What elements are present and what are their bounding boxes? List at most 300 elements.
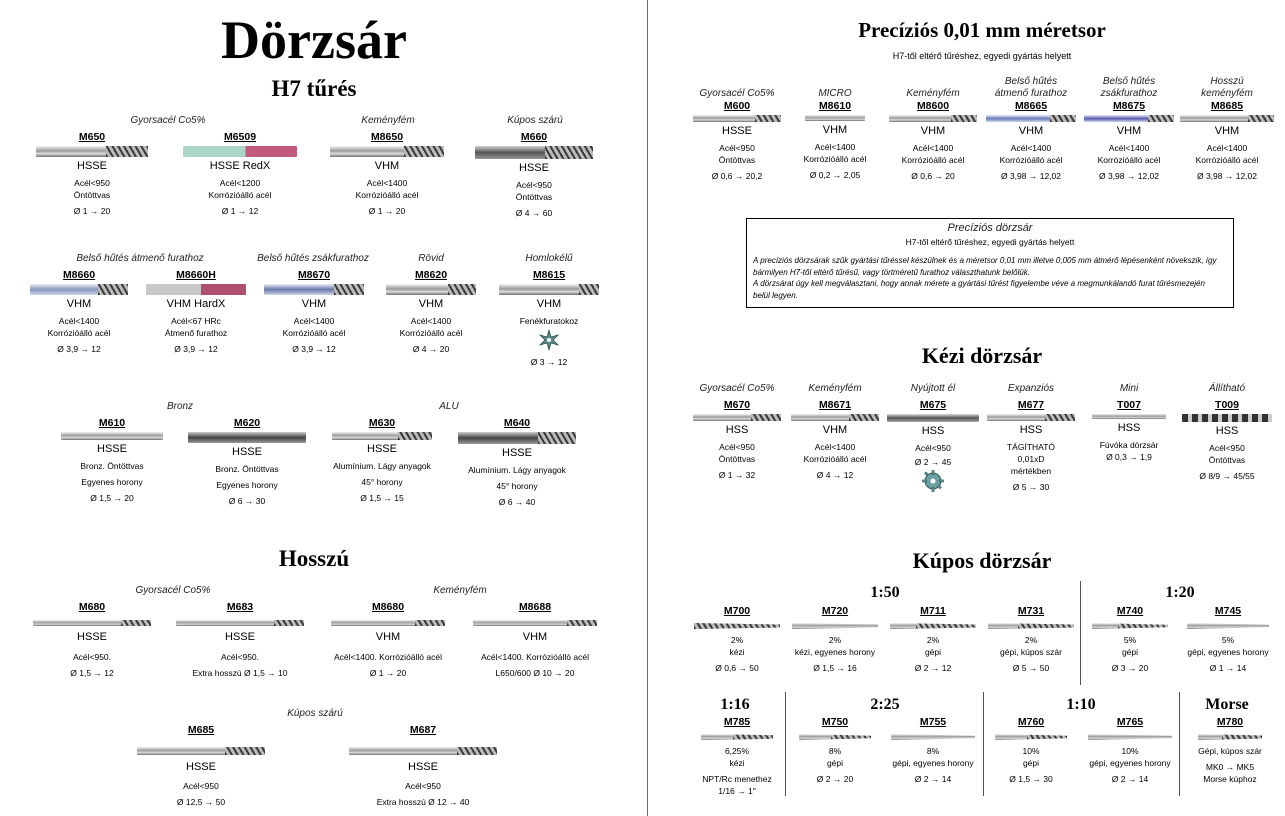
diameter-range: L650/600 Ø 10 → 20 xyxy=(495,668,575,678)
reamer-image xyxy=(473,620,597,626)
product-code[interactable]: M765 xyxy=(1116,716,1144,728)
reamer-image xyxy=(805,115,865,121)
material: HSSE xyxy=(77,631,107,643)
description: Acél<950 xyxy=(1209,443,1245,453)
reamer-image xyxy=(330,146,444,157)
reamer-image xyxy=(891,734,975,740)
description: Acél<1200 xyxy=(219,178,261,188)
product-code[interactable]: M640 xyxy=(503,417,531,429)
category-label: átmenő furathoz xyxy=(994,88,1068,99)
reamer-image xyxy=(792,623,878,629)
diameter-range: Ø 3,98 → 12,02 xyxy=(1196,171,1257,181)
diameter-range: Ø 5 → 50 xyxy=(1012,663,1050,673)
description: Öntöttvas xyxy=(718,454,756,464)
material: VHM xyxy=(536,298,562,310)
material: VHM xyxy=(418,298,444,310)
reamer-image xyxy=(995,734,1067,740)
reamer-image xyxy=(693,414,781,421)
reamer-image xyxy=(499,284,599,295)
description: Korrózióálló acél xyxy=(282,328,346,338)
description: Acél<1400 xyxy=(1010,143,1052,153)
product-code[interactable]: M8600 xyxy=(916,100,950,112)
material: VHM xyxy=(66,298,92,310)
category-label: Belső hűtés xyxy=(1102,76,1156,87)
category-label: Kúpos szárú xyxy=(287,708,343,719)
description: Acél<950 xyxy=(719,143,755,153)
description: gépi xyxy=(1121,647,1139,657)
h7-heading: H7 tűrés xyxy=(271,76,357,101)
section-divider xyxy=(1080,581,1081,685)
product-code[interactable]: M8670 xyxy=(297,269,331,281)
description: Korrózióálló acél xyxy=(901,155,965,165)
category-label: Gyorsacél Co5% xyxy=(699,88,775,99)
description: Egyenes horony xyxy=(216,480,278,490)
product-card-m610[interactable] xyxy=(53,417,171,504)
material: VHM xyxy=(1116,125,1142,137)
product-card-m780[interactable] xyxy=(1186,716,1274,785)
category-label: zsákfurathoz xyxy=(1100,88,1158,99)
product-code[interactable]: M8610 xyxy=(818,100,852,112)
product-card-m8680[interactable] xyxy=(322,601,454,679)
reamer-image xyxy=(1092,623,1168,629)
diameter-range: Ø 2 → 20 xyxy=(816,774,854,784)
precision-heading: Precíziós 0,01 mm méretsor xyxy=(858,18,1106,42)
reamer-image xyxy=(1088,734,1172,740)
description: Acél<1400. Korrózióálló acél xyxy=(334,652,442,662)
product-code[interactable]: M8620 xyxy=(414,269,448,281)
description: 45° horony xyxy=(361,477,403,487)
info-paragraph: A precíziós dörzsárak szűk gyártási tűréssel készülnek és a méretsor 0,01 mm illetve 0,005 mm átmérő lépésenként növekszik, így bármilyen H7-től eltérő tűrésű, vagy törtméretű furathoz választhatunk belőlük. xyxy=(753,256,1217,277)
description: 2% xyxy=(828,635,842,645)
precision-info-box xyxy=(746,218,1234,308)
product-code[interactable]: M683 xyxy=(226,601,254,613)
section-divider xyxy=(983,692,984,796)
description: Acél<950 xyxy=(74,178,110,188)
description: 5% xyxy=(1221,635,1235,645)
description: 0,01xD xyxy=(1017,454,1045,464)
info-paragraph: A dörzsárat úgy kell megválasztani, hogy annak mérete a gyártási tűrést figyelembe véve a megmunkálandó furat tűrésmezején belül legyen. xyxy=(753,279,1205,300)
product-code[interactable]: M630 xyxy=(368,417,396,429)
material: HSSE xyxy=(367,443,397,455)
diameter-range: Ø 1 → 14 xyxy=(1209,663,1247,673)
description: Acél<1400 xyxy=(293,316,335,326)
product-code[interactable]: M6509 xyxy=(223,131,257,143)
diameter-range: Ø 3,9 → 12 xyxy=(174,344,218,354)
material: HSS xyxy=(921,425,945,437)
description: 2% xyxy=(926,635,940,645)
diameter-range: Ø 4 → 20 xyxy=(412,344,450,354)
diameter-range: Ø 4 → 60 xyxy=(515,208,553,218)
product-code[interactable]: M680 xyxy=(78,601,106,613)
product-code[interactable]: M8685 xyxy=(1210,100,1244,112)
description: Korrózióálló acél xyxy=(399,328,463,338)
product-card-m755[interactable] xyxy=(885,716,981,785)
diameter-range: Ø 6 → 40 xyxy=(498,497,536,507)
reamer-image xyxy=(889,115,977,122)
reamer-image xyxy=(887,414,979,422)
material: HSSE xyxy=(186,761,216,773)
page-divider xyxy=(647,0,648,816)
description: gépi xyxy=(924,647,942,657)
ratio-label: Morse xyxy=(1205,696,1249,713)
reamer-image xyxy=(799,734,871,740)
reamer-image xyxy=(176,620,304,626)
product-code[interactable]: M740 xyxy=(1116,605,1144,617)
product-card-m785[interactable] xyxy=(692,716,782,797)
product-card-m640[interactable] xyxy=(458,417,576,508)
diameter-range: Ø 3 → 12 xyxy=(530,357,568,367)
description: Fúvóka dörzsár xyxy=(1099,440,1159,450)
description: Korrózióálló acél xyxy=(1097,155,1161,165)
diameter-range: Ø 1 → 20 xyxy=(73,206,111,216)
category-label: Keményfém xyxy=(906,88,960,99)
description: 8% xyxy=(926,746,940,756)
description: 8% xyxy=(828,746,842,756)
page-title: Dörzsár xyxy=(221,10,407,70)
diameter-range: Ø 3,9 → 12 xyxy=(292,344,336,354)
material: HSS xyxy=(1215,425,1239,437)
reamer-image xyxy=(331,620,445,626)
material: VHM xyxy=(920,125,946,137)
product-code[interactable]: M675 xyxy=(919,399,947,411)
product-card-m731[interactable] xyxy=(986,605,1076,674)
material: HSSE xyxy=(225,631,255,643)
reamer-image xyxy=(1084,115,1174,122)
description: Korrózióálló acél xyxy=(803,154,867,164)
reamer-image xyxy=(264,284,364,295)
description: gépi xyxy=(1022,758,1040,768)
product-card-m6509[interactable] xyxy=(181,131,299,217)
category-label: Rövid xyxy=(418,253,444,264)
description: 10% xyxy=(1022,746,1040,756)
diameter-range: Ø 1,5 → 12 xyxy=(70,668,114,678)
product-code[interactable]: M650 xyxy=(78,131,106,143)
diameter-range: Ø 0,3 → 1,9 xyxy=(1106,452,1152,462)
material: VHM HardX xyxy=(166,298,226,310)
description: Korrózióálló acél xyxy=(355,190,419,200)
description: Egyenes horony xyxy=(81,477,143,487)
diameter-range: Ø 0,6 → 50 xyxy=(715,663,759,673)
description: kézi xyxy=(729,647,745,657)
description: Bronz. Öntöttvas xyxy=(215,464,279,474)
product-card-m8650[interactable] xyxy=(328,131,446,217)
product-code[interactable]: M687 xyxy=(409,724,437,736)
category-label: Állítható xyxy=(1208,383,1246,394)
product-code[interactable]: M610 xyxy=(98,417,126,429)
category-label: Hosszú xyxy=(1210,76,1244,87)
product-code[interactable]: M720 xyxy=(821,605,849,617)
product-card-m711[interactable] xyxy=(888,605,978,674)
material: VHM xyxy=(374,160,400,172)
product-card-m8688[interactable] xyxy=(466,601,604,679)
diameter-range: Ø 1,5 → 16 xyxy=(813,663,857,673)
diameter-range: Ø 1 → 32 xyxy=(718,470,756,480)
material: VHM xyxy=(822,124,848,136)
reamer-image xyxy=(61,432,163,440)
kezi-heading: Kézi dörzsár xyxy=(921,343,1043,368)
product-code[interactable]: M711 xyxy=(920,605,946,617)
category-label: Expanziós xyxy=(1007,383,1055,394)
precision-subtitle: H7-től eltérő tűréshez, egyedi gyártás helyett xyxy=(892,51,1072,61)
product-code[interactable]: M670 xyxy=(723,399,751,411)
description: Acél<1400 xyxy=(366,178,408,188)
section-divider xyxy=(785,692,786,796)
product-code[interactable]: M8680 xyxy=(371,601,405,613)
diameter-range: Ø 1 → 20 xyxy=(369,668,407,678)
description: Korrózióálló acél xyxy=(803,454,867,464)
material: HSS xyxy=(725,424,749,436)
description: gépi, egyenes horony xyxy=(1089,758,1171,768)
material: HSSE xyxy=(502,447,532,459)
description: Fenékfuratokoz xyxy=(519,316,579,326)
reamer-image xyxy=(146,284,246,295)
ratio-label: 1:50 xyxy=(870,584,900,601)
product-code[interactable]: M755 xyxy=(919,716,947,728)
product-code[interactable]: T009 xyxy=(1215,399,1239,411)
description: Átmenő furathoz xyxy=(164,328,228,338)
hosszu-heading: Hosszú xyxy=(278,546,350,571)
description: 5% xyxy=(1123,635,1137,645)
description: 45° horony xyxy=(496,481,538,491)
category-label: MICRO xyxy=(818,88,852,99)
description: Acél<1400 xyxy=(814,142,856,152)
product-code[interactable]: M8615 xyxy=(532,269,566,281)
diameter-range: Ø 4 → 12 xyxy=(816,470,854,480)
description: Öntöttvas xyxy=(515,192,553,202)
diameter-range: Ø 0,2 → 2,05 xyxy=(809,170,861,180)
description: Gépi, kúpos szár xyxy=(1198,746,1262,756)
product-card-m8615[interactable] xyxy=(490,269,608,368)
reamer-image xyxy=(349,747,497,755)
category-label: Gyorsacél Co5% xyxy=(130,115,206,126)
category-label: Gyorsacél Co5% xyxy=(699,383,775,394)
product-code[interactable]: M8688 xyxy=(518,601,552,613)
description: gépi, egyenes horony xyxy=(892,758,974,768)
diameter-range: Ø 2 → 14 xyxy=(914,774,952,784)
product-card-m750[interactable] xyxy=(790,716,880,785)
kupos-heading: Kúpos dörzsár xyxy=(912,548,1052,573)
description: Acél<950 xyxy=(183,781,219,791)
product-card-m765[interactable] xyxy=(1082,716,1178,785)
reamer-image xyxy=(988,623,1074,629)
diameter-range: Ø 1,5 → 20 xyxy=(90,493,134,503)
product-code[interactable]: T007 xyxy=(1117,399,1141,411)
category-label: Keményfém xyxy=(433,585,487,596)
material: VHM xyxy=(375,631,401,643)
diameter-range: Extra hosszú Ø 12 → 40 xyxy=(376,797,470,807)
section-divider xyxy=(1179,692,1180,796)
description: Acél<1400 xyxy=(410,316,452,326)
description: gépi xyxy=(826,758,844,768)
product-card-m740[interactable] xyxy=(1085,605,1175,674)
material: HSSE RedX xyxy=(209,160,271,172)
description: Acél<1400 xyxy=(1108,143,1150,153)
ratio-label: 1:16 xyxy=(720,696,750,713)
description: Korrózióálló acél xyxy=(208,190,272,200)
description: 6,25% xyxy=(724,746,750,756)
diameter-range: Ø 3,98 → 12,02 xyxy=(1000,171,1061,181)
description: Morse kúphoz xyxy=(1203,774,1257,784)
reamer-image xyxy=(458,432,576,444)
diameter-range: Ø 1,5 → 15 xyxy=(360,493,404,503)
material: VHM xyxy=(522,631,548,643)
material: VHM xyxy=(1018,125,1044,137)
reamer-image xyxy=(694,623,780,629)
reamer-image xyxy=(30,284,128,295)
product-card-m760[interactable] xyxy=(986,716,1076,785)
ratio-label: 1:10 xyxy=(1066,696,1096,713)
product-card-m8670[interactable] xyxy=(255,269,373,355)
blade-profile-icon xyxy=(922,470,944,492)
ratio-label: 1:20 xyxy=(1165,584,1195,601)
material: HSSE xyxy=(408,761,438,773)
product-code[interactable]: M8660H xyxy=(176,269,216,281)
product-code[interactable]: M660 xyxy=(520,131,548,143)
category-label: Kúpos szárú xyxy=(507,115,563,126)
diameter-range: Ø 6 → 30 xyxy=(228,496,266,506)
product-code[interactable]: M600 xyxy=(723,100,751,112)
product-card-m8685[interactable] xyxy=(1168,76,1285,182)
reamer-image xyxy=(1180,115,1274,122)
product-card-m685[interactable] xyxy=(130,724,272,808)
product-code[interactable]: M750 xyxy=(821,716,849,728)
product-card-m8620[interactable] xyxy=(372,269,490,355)
category-label: Keményfém xyxy=(808,383,862,394)
material: HSS xyxy=(1019,424,1043,436)
product-card-m720[interactable] xyxy=(790,605,880,674)
category-label: keményfém xyxy=(1201,88,1253,99)
diameter-range: Ø 12,5 → 50 xyxy=(176,797,226,807)
description: Bronz. Öntöttvas xyxy=(80,461,144,471)
description: Alumínium. Lágy anyagok xyxy=(333,461,431,471)
reamer-image xyxy=(791,414,879,421)
info-box-subtitle: H7-től eltérő tűréshez, egyedi gyártás helyett xyxy=(905,237,1075,247)
reamer-image xyxy=(475,146,593,159)
description: Acél<950. xyxy=(220,652,260,662)
description: mértékben xyxy=(1010,466,1052,476)
reamer-image xyxy=(188,432,306,443)
reamer-image xyxy=(1092,414,1166,419)
diameter-range: 1/16 → 1" xyxy=(718,786,756,796)
material: VHM xyxy=(1214,125,1240,137)
diameter-range: Ø 2 → 45 xyxy=(914,457,952,467)
reamer-image xyxy=(701,734,773,740)
description: gépi, egyenes horony xyxy=(1187,647,1269,657)
product-card-m650[interactable] xyxy=(33,131,151,217)
description: Öntöttvas xyxy=(1208,455,1246,465)
description: NPT/Rc menethez xyxy=(702,774,772,784)
product-code[interactable]: M731 xyxy=(1017,605,1045,617)
product-code[interactable]: M685 xyxy=(187,724,215,736)
product-card-m8660h[interactable] xyxy=(137,269,255,355)
reamer-image xyxy=(386,284,476,295)
category-label: Homlokélű xyxy=(525,253,573,264)
material: HSS xyxy=(1117,422,1141,434)
product-card-m683[interactable] xyxy=(170,601,310,679)
reamer-image xyxy=(1198,734,1262,740)
product-card-m700[interactable] xyxy=(692,605,782,674)
description: Acél<67 HRc xyxy=(171,316,221,326)
category-label: Nyújtott él xyxy=(910,383,956,394)
product-code[interactable]: M620 xyxy=(233,417,261,429)
product-card-t009[interactable] xyxy=(1168,383,1285,482)
material: HSSE xyxy=(77,160,107,172)
product-code[interactable]: M745 xyxy=(1214,605,1242,617)
product-code[interactable]: M785 xyxy=(723,716,751,728)
product-card-m8660[interactable] xyxy=(20,269,138,355)
description: kézi xyxy=(729,758,745,768)
product-card-m680[interactable] xyxy=(33,601,151,679)
product-code[interactable]: M8650 xyxy=(370,131,404,143)
reamer-image xyxy=(33,620,151,626)
diameter-range: Ø 1 → 20 xyxy=(368,206,406,216)
description: Acél<1400 xyxy=(912,143,954,153)
description: Acél<1400 xyxy=(1206,143,1248,153)
product-code[interactable]: M8660 xyxy=(62,269,96,281)
material: HSSE xyxy=(232,446,262,458)
description: Korrózióálló acél xyxy=(1195,155,1259,165)
product-code[interactable]: M760 xyxy=(1017,716,1045,728)
diameter-range: Ø 2 → 12 xyxy=(914,663,952,673)
info-box-text xyxy=(753,255,1223,301)
description: 2% xyxy=(1024,635,1038,645)
diameter-range: Ø 5 → 30 xyxy=(1012,482,1050,492)
diameter-range: Ø 8/9 → 45/55 xyxy=(1199,471,1255,481)
diameter-range: Ø 2 → 14 xyxy=(1111,774,1149,784)
reamer-image xyxy=(332,432,432,440)
description: Acél<950 xyxy=(915,443,951,453)
category-label: Keményfém xyxy=(361,115,415,126)
description: 10% xyxy=(1121,746,1139,756)
category-label: Belső hűtés zsákfurathoz xyxy=(257,253,369,264)
product-code[interactable]: M8671 xyxy=(818,399,852,411)
material: VHM xyxy=(301,298,327,310)
category-label: Mini xyxy=(1119,383,1139,394)
product-card-m687[interactable] xyxy=(348,724,498,808)
reamer-image xyxy=(890,623,976,629)
product-code[interactable]: M8675 xyxy=(1112,100,1146,112)
description: Korrózióálló acél xyxy=(999,155,1063,165)
ratio-label: 2:25 xyxy=(870,696,900,713)
product-card-m745[interactable] xyxy=(1181,605,1275,674)
product-code[interactable]: M8665 xyxy=(1014,100,1048,112)
description: Acél<1400 xyxy=(58,316,100,326)
diameter-range: Ø 0,6 → 20,2 xyxy=(711,171,763,181)
description: 2% xyxy=(730,635,744,645)
diameter-range: Ø 0,6 → 20 xyxy=(911,171,955,181)
description: Korrózióálló acél xyxy=(47,328,111,338)
reamer-image xyxy=(1187,623,1269,629)
description: Acél<1400. Korrózióálló acél xyxy=(481,652,589,662)
category-label: Bronz xyxy=(166,401,194,412)
reamer-image xyxy=(137,747,265,755)
product-code[interactable]: M700 xyxy=(723,605,751,617)
reamer-image xyxy=(693,115,781,122)
description: Acél<1400 xyxy=(814,442,856,452)
reamer-image xyxy=(986,115,1076,122)
description: Acél<950 xyxy=(405,781,441,791)
product-card-m620[interactable] xyxy=(188,417,306,507)
product-code[interactable]: M780 xyxy=(1216,716,1244,728)
description: gépi, kúpos szár xyxy=(1000,647,1062,657)
flute-profile-icon xyxy=(538,329,560,351)
product-card-m630[interactable] xyxy=(323,417,441,504)
diameter-range: Ø 3,98 → 12,02 xyxy=(1098,171,1159,181)
product-code[interactable]: M677 xyxy=(1017,399,1045,411)
product-card-m660[interactable] xyxy=(475,131,593,219)
category-label: Belső hűtés xyxy=(1004,76,1058,87)
diameter-range: Extra hosszú Ø 1,5 → 10 xyxy=(192,668,288,678)
